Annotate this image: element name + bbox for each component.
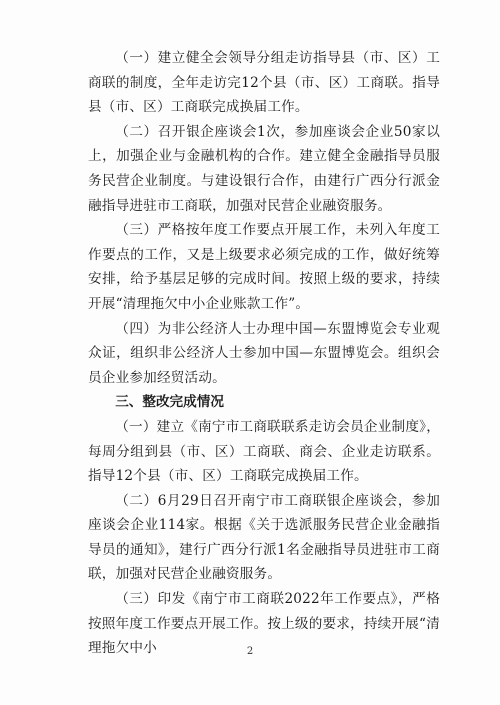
paragraph-6: （二）6月29日召开南宁市工商联银企座谈会，参加座谈会企业114家。根据《关于选派服务民营企业金融指导员的通知》，建行广西分行派1名金融指导员进驻市工商联，加强对民营企业融资服务。 [88,492,440,583]
paragraph-2: （二）召开银企座谈会1次，参加座谈会企业50家以上，加强企业与金融机构的合作。建立健全金融指导员服务民营企业制度。与建设银行合作，由建行广西分行派金融指导进驻市工商联，加强对民营企业融资服务。 [88,123,440,214]
section-heading: 三、整改完成情况 [115,394,224,411]
document-body [88,46,440,661]
paragraph-1: （一）建立健全会领导分组走访指导县（市、区）工商联的制度，全年走访完12个县（市、区）工商联。指导县（市、区）工商联完成换届工作。 [88,50,440,116]
paragraph-5: （一）建立《南宁市工商联联系走访会员企业制度》，每周分组到县（市、区）工商联、商会、企业走访联系。指导12个县（市、区）工商联完成换届工作。 [88,418,440,485]
paragraph-4: （四）为非公经济人士办理中国—东盟博览会专业观众证，组织非公经济人士参加中国—东盟博览会。组织会员企业参加经贸活动。 [88,320,440,386]
page-number: 2 [246,646,254,657]
paragraph-7: （三）印发《南宁市工商联2022年工作要点》，严格按照年度工作要点开展工作。按上级的要求，持续开展“清理拖欠中小 [88,591,440,657]
paragraph-3: （三）严格按年度工作要点开展工作，未列入年度工作要点的工作，又是上级要求必须完成的工作，做好统筹安排，给予基层足够的完成时间。按照上级的要求，持续开展“清理拖欠中小企业账款工作”。 [88,222,440,312]
